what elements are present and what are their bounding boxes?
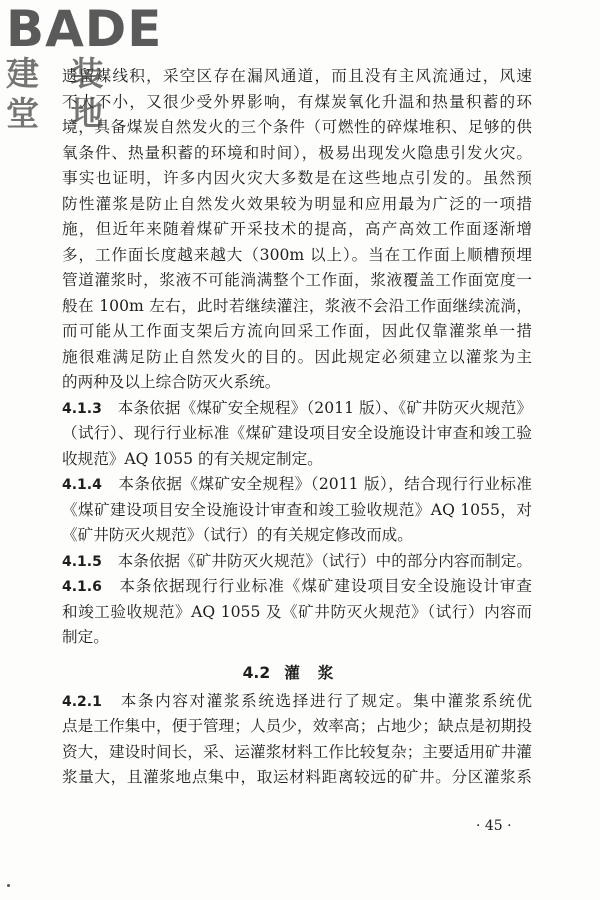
text-line: 防性灌浆是防止自然发火效果较为明显和应用最为广泛的一项措 bbox=[62, 194, 532, 213]
text-line: 本条依据《煤矿安全规程》（2011 版）、《矿井防灭火规范》 bbox=[117, 398, 532, 417]
text-line: 本条依据现行行业标准《煤矿建设项目安全设施设计审查 bbox=[119, 577, 532, 595]
clause-number: 4.1.6 bbox=[62, 579, 102, 595]
text-line: 氧条件、热量积蓄的环境和时间），极易出现发火隐患引发火灾。 bbox=[62, 143, 532, 162]
text-line: 收规范》AQ 1055 的有关规定制定。 bbox=[62, 449, 323, 468]
text-line: 的两种及以上综合防灭火系统。 bbox=[62, 373, 281, 391]
text-line: 多，工作面长度越来越大（300m 以上）。当在工作面上顺槽预埋 bbox=[62, 245, 532, 264]
text-line: 《矿井防灭火规范》（试行）的有关规定修改而成。 bbox=[62, 526, 413, 544]
clause-4-2-1 bbox=[62, 689, 532, 791]
clause-4-1-5 bbox=[62, 549, 532, 575]
text-line: 遗留煤线积，采空区存在漏风通道，而且没有主风流通过，风速 bbox=[62, 67, 532, 85]
text-line: 施很难满足防止自然发火的目的。因此规定必须建立以灌浆为主 bbox=[62, 347, 532, 366]
text-line: 点是工作集中，便于管理；人员少，效率高；占地少；缺点是初期投 bbox=[62, 717, 532, 735]
text-line: 般在 100m 左右，此时若继续灌注，浆液不会沿工作面继续流淌， bbox=[62, 296, 532, 315]
clause-4-1-4 bbox=[62, 472, 532, 549]
scan-speck bbox=[7, 884, 10, 887]
clause-number: 4.2.1 bbox=[62, 693, 102, 710]
text-line: 本条依据《矿井防灭火规范》（试行）中的部分内容而制定。 bbox=[117, 551, 532, 570]
clause-number: 4.1.4 bbox=[62, 477, 102, 493]
watermark-chinese-text: 建 装 堂 地 bbox=[6, 54, 114, 133]
clause-4-1-6 bbox=[62, 574, 532, 651]
text-line: 制定。 bbox=[62, 628, 109, 646]
clause-number: 4.1.3 bbox=[62, 400, 102, 417]
text-line: 不大不小，又很少受外界影响，有煤炭氧化升温和热量积蓄的环 bbox=[62, 92, 532, 111]
clause-number: 4.1.5 bbox=[62, 553, 102, 570]
text-line: （试行）、现行行业标准《煤矿建设项目安全设施设计审查和竣工验 bbox=[62, 424, 532, 442]
text-line: 事实也证明，许多内因火灾大多数是在这些地点引发的。虽然预 bbox=[62, 169, 532, 187]
section-heading bbox=[62, 651, 532, 689]
text-line: 境，具备煤炭自然发火的三个条件（可燃性的碎煤堆积、足够的供 bbox=[62, 118, 532, 136]
clause-4-1-3 bbox=[62, 396, 532, 473]
text-line: 本条依据《煤矿安全规程》（2011 版），结合现行行业标准 bbox=[118, 475, 532, 493]
section-title: 灌浆 bbox=[284, 663, 352, 682]
section-number: 4.2 bbox=[242, 663, 271, 682]
page-number: · 45 · bbox=[476, 818, 512, 834]
text-line: 浆量大，且灌浆地点集中，取运材料距离较远的矿井。分区灌浆系 bbox=[62, 768, 532, 786]
text-line: 施，但近年来随着煤矿开采技术的提高，高产高效工作面逐渐增 bbox=[62, 220, 532, 238]
watermark-latin-text: BADE bbox=[6, 0, 163, 58]
body-text bbox=[62, 64, 532, 791]
text-line: 《煤矿建设项目安全设施设计审查和竣工验收规范》AQ 1055，对 bbox=[62, 500, 532, 519]
watermark-logo bbox=[6, 0, 176, 133]
text-line: 和竣工验收规范》AQ 1055 及《矿井防灭火规范》（试行）内容而 bbox=[62, 602, 532, 621]
text-line: 本条内容对灌浆系统选择进行了规定。集中灌浆系统优 bbox=[120, 691, 532, 710]
text-line: 资大，建设时间长，采、运灌浆材料工作比较复杂；主要适用矿井灌 bbox=[62, 742, 532, 761]
text-line: 管道灌浆时，浆液不可能淌满整个工作面，浆液覆盖工作面宽度一 bbox=[62, 271, 532, 289]
text-line: 而可能从工作面支架后方流向回采工作面，因此仅靠灌浆单一措 bbox=[62, 322, 532, 340]
